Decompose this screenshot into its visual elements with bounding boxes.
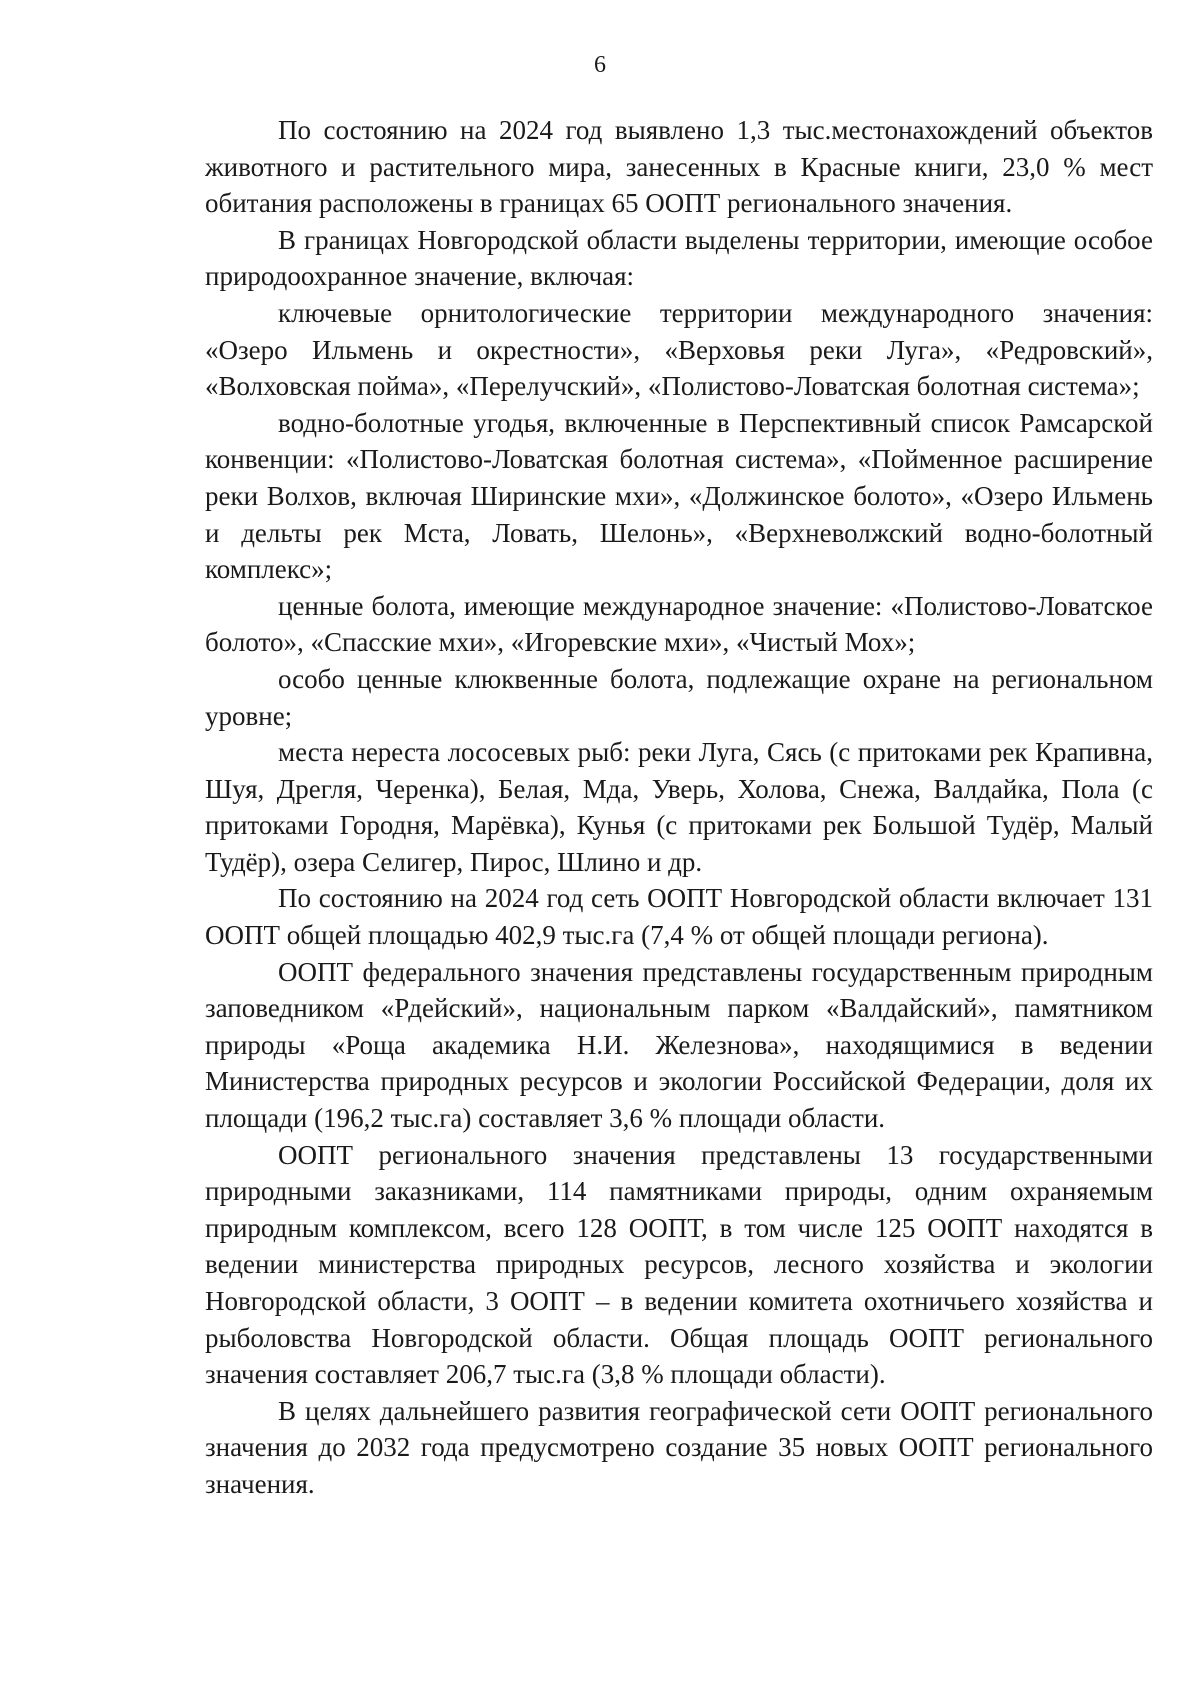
paragraph-protected-territories-intro: В границах Новгородской области выделены территории, имеющие особое природоохранное значение, включая:	[205, 224, 1153, 292]
paragraph-oopt-network: По состоянию на 2024 год сеть ООПТ Новгородской области включает 131 ООПТ общей площадью 402,9 тыс.га (7,4 % от общей площади региона).	[205, 883, 1153, 951]
paragraph-regional-oopt: ООПТ регионального значения представлены 13 государственными природными заказниками, 114 памятниками природы, одним охраняемым природным комплексом, всего 128 ООПТ, в том числе 125 ООПТ находятся в ведении министерства природных ресурсов, лесного хозяйства и экологии Новгородской области, 3 ООПТ – в ведении комитета охотничьего хозяйства и рыболовства Новгородской области. Общая площадь ООПТ регионального значения составляет 206,7 тыс.га (3,8 % площади области).	[205, 1139, 1153, 1390]
document-body	[205, 112, 1153, 1503]
paragraph-development-plan: В целях дальнейшего развития географической сети ООПТ регионального значения до 2032 года предусмотрено создание 35 новых ООПТ регионального значения.	[205, 1395, 1153, 1499]
paragraph-federal-oopt: ООПТ федерального значения представлены государственным природным заповедником «Рдейский», национальным парком «Валдайский», памятником природы «Роща академика Н.И. Железнова», находящимися в ведении Министерства природных ресурсов и экологии Российской Федерации, доля их площади (196,2 тыс.га) составляет 3,6 % площади области.	[205, 956, 1153, 1134]
paragraph-wetlands-ramsar: водно-болотные угодья, включенные в Перспективный список Рамсарской конвенции: «Полистово-Ловатская болотная система», «Пойменное расширение реки Волхов, включая Ширинские мхи», «Должинское болото», «Озеро Ильмень и дельты рек Мста, Ловать, Шелонь», «Верхневолжский водно-болотный комплекс»;	[205, 407, 1153, 585]
paragraph-cranberry-bogs: особо ценные клюквенные болота, подлежащие охране на региональном уровне;	[205, 663, 1153, 731]
paragraph-valuable-bogs: ценные болота, имеющие международное значение: «Полистово-Ловатское болото», «Спасские мхи», «Игоревские мхи», «Чистый Мох»;	[205, 590, 1153, 658]
paragraph-ornithological-territories: ключевые орнитологические территории международного значения: «Озеро Ильмень и окрестности», «Верховья реки Луга», «Редровский», «Волховская пойма», «Перелучский», «Полистово-Ловатская болотная система»;	[205, 297, 1153, 402]
page-number: 6	[594, 52, 606, 78]
paragraph-red-book-locations: По состоянию на 2024 год выявлено 1,3 тыс.местонахождений объектов животного и растительного мира, занесенных в Красные книги, 23,0 % мест обитания расположены в границах 65 ООПТ регионального значения.	[205, 115, 1153, 219]
paragraph-salmon-spawning: места нереста лососевых рыб: реки Луга, Сясь (с притоками рек Крапивна, Шуя, Дрегля, Черенка), Белая, Мда, Уверь, Холова, Снежа, Валдайка, Пола (с притоками Городня, Марёвка), Кунья (с притоками рек Большой Тудёр, Малый Тудёр), озера Селигер, Пирос, Шлино и др.	[205, 737, 1153, 877]
